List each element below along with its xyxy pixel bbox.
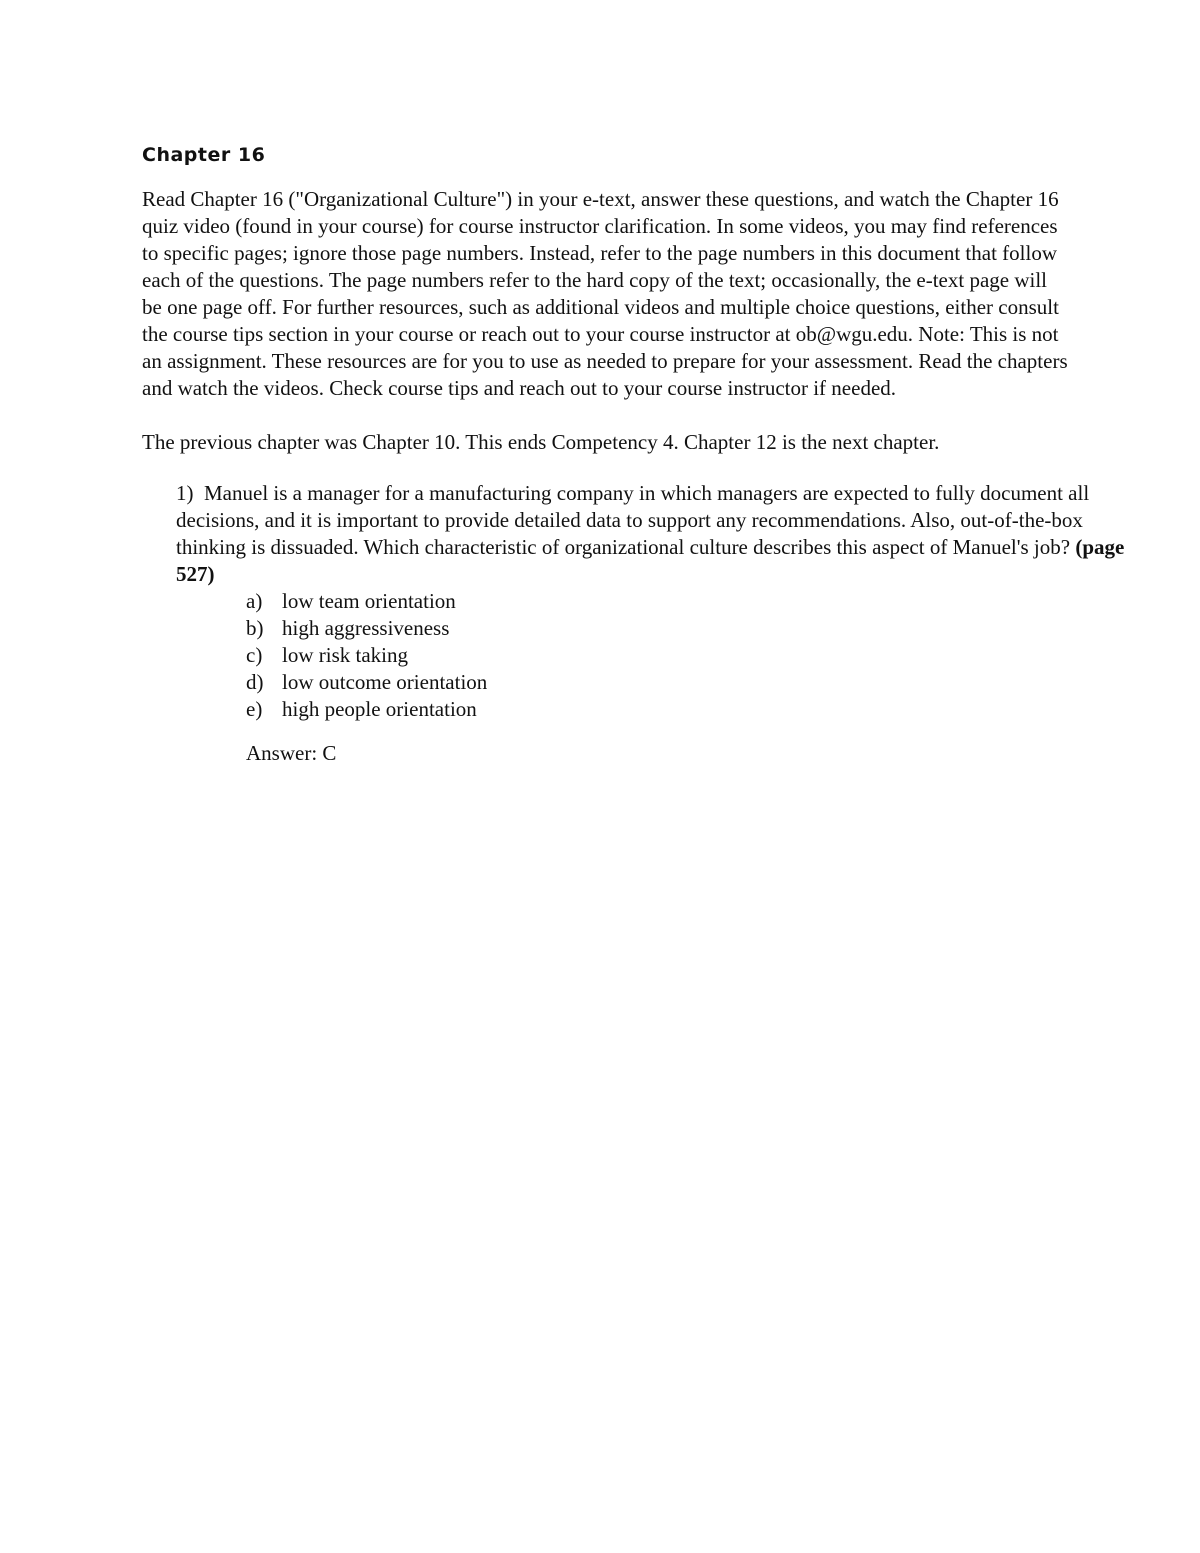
option-letter: b) [246, 616, 264, 640]
question-page-ref: (page 527) [176, 535, 1125, 586]
option-a [246, 588, 1136, 615]
option-c [246, 642, 1136, 669]
intro-paragraph: Read Chapter 16 ("Organizational Culture") in your e-text, answer these questions, and watch the Chapter 16 quiz video (found in your course) for course instructor clarification. In some videos, you may find references to specific pages; ignore those page numbers. Instead, refer to the page numbers in this document that follow each of the questions. The page numbers refer to the hard copy of the text; occasionally, the e-text page will be one page off. For further resources, such as additional videos and multiple choice questions, either consult the course tips section in your course or reach out to your course instructor at ob@wgu.edu. Note: This is not an assignment. These resources are for you to use as needed to prepare for your assessment. Read the chapters and watch the videos. Check course tips and reach out to your course instructor if needed. [142, 187, 1068, 400]
option-text: high aggressiveness [282, 616, 450, 640]
option-e [246, 696, 1136, 723]
question-text: Manuel is a manager for a manufacturing company in which managers are expected to fully document all decisions, and it is important to provide detailed data to support any recommendations. Also, out-of-the-box thinking is dissuaded. Which characteristic of organizational culture describes this aspect of Manuel's job? [176, 481, 1090, 559]
option-text: low risk taking [282, 643, 408, 667]
document-content [142, 140, 1132, 767]
option-letter: d) [246, 670, 264, 694]
option-text: high people orientation [282, 697, 477, 721]
option-letter: a) [246, 589, 263, 613]
chapter-heading: Chapter 16 [142, 144, 266, 166]
option-text: low outcome orientation [282, 670, 488, 694]
navigation-note: The previous chapter was Chapter 10. This ends Competency 4. Chapter 12 is the next chapter. [142, 430, 940, 454]
option-d [246, 669, 1136, 696]
option-letter: e) [246, 697, 263, 721]
answer-key: Answer: C [246, 741, 337, 765]
question-block [176, 480, 1136, 767]
option-text: low team orientation [282, 589, 456, 613]
option-letter: c) [246, 643, 263, 667]
question-number: 1) [176, 481, 194, 505]
answer-options [246, 588, 1136, 723]
option-b [246, 615, 1136, 642]
